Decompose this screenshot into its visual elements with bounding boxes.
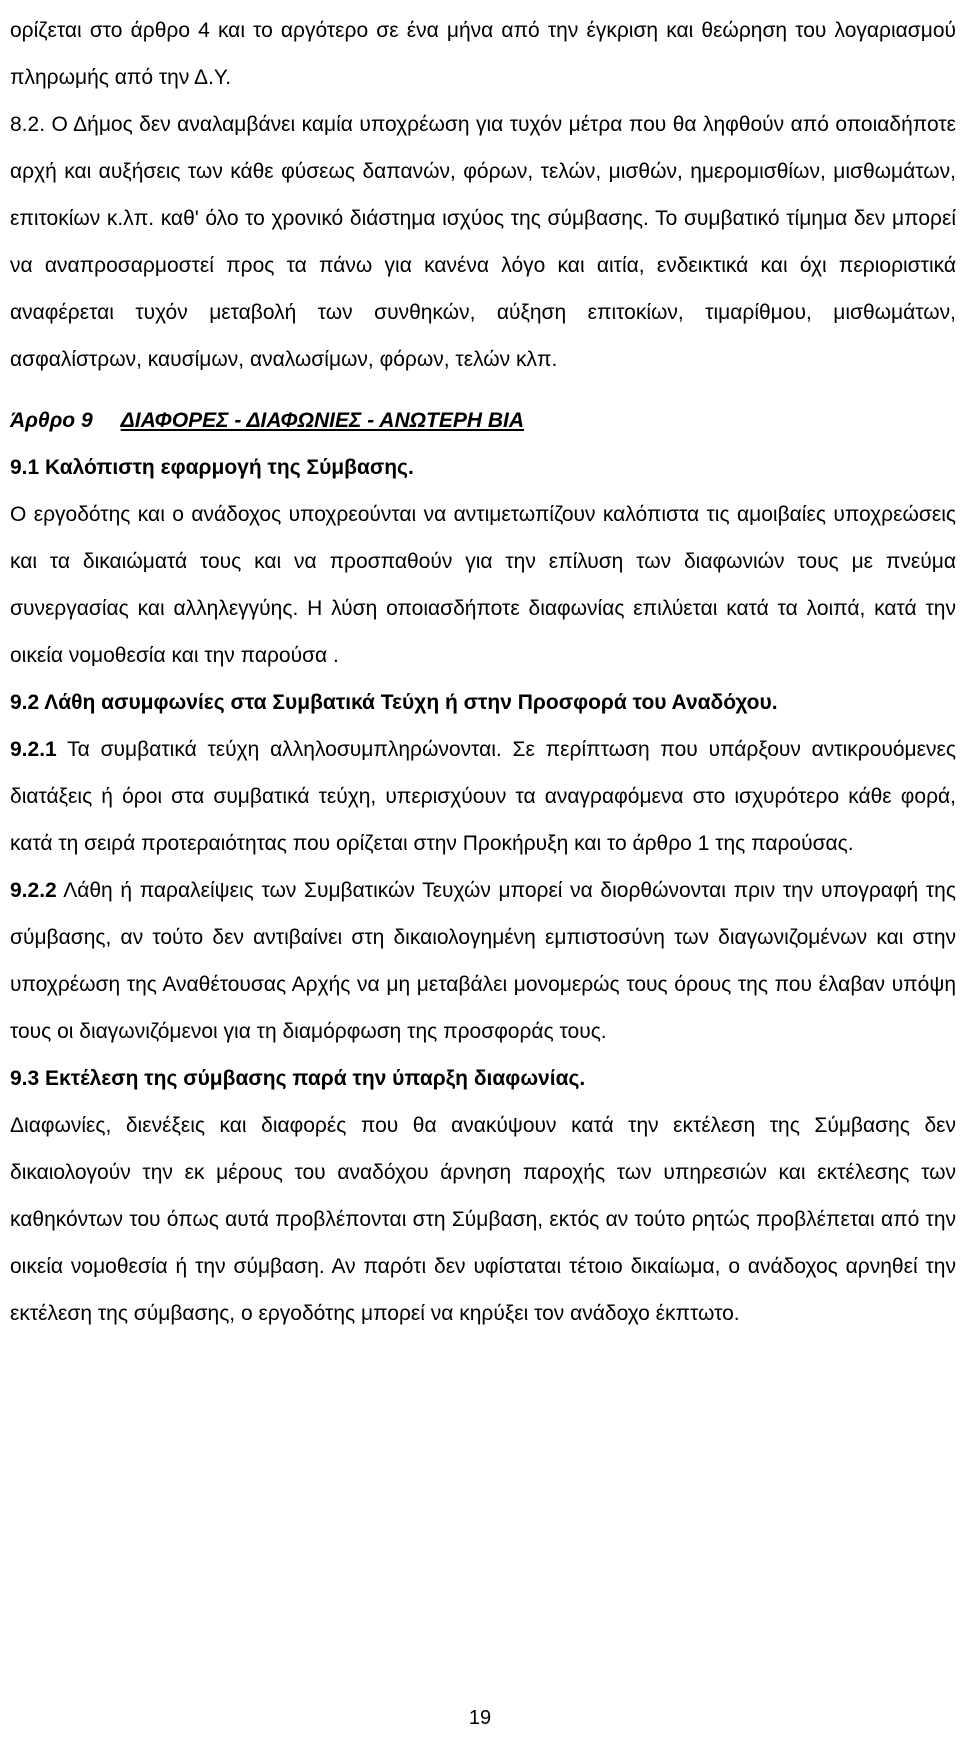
paragraph-9-1: Ο εργοδότης και ο ανάδοχος υποχρεούνται να αντιμετωπίζουν καλόπιστα τις αμοιβαίες υποχρεώσεις και τα δικαιώματά τους και να προσπαθούν για την επίλυση των διαφωνιών τους με πνεύμα συνεργασίας και αλληλεγγύης. Η λύση οποιασδήποτε διαφωνίας επιλύεται κατά τα λοιπά, κατά την οικεία νομοθεσία και την παρούσα . (10, 503, 956, 667)
paragraph-continuation: ορίζεται στο άρθρο 4 και το αργότερο σε ένα μήνα από την έγκριση και θεώρηση του λογαριασμού πληρωμής από την Δ.Υ. (10, 19, 956, 89)
clause-number-9-2-1: 9.2.1 (10, 738, 57, 761)
section-heading-9-1: 9.1 Καλόπιστη εφαρμογή της Σύμβασης. (10, 456, 414, 479)
paragraph-9-2-2 (10, 867, 956, 1055)
document-page (10, 7, 956, 1337)
article-label: Άρθρο 9 (10, 409, 93, 432)
spacer (10, 383, 956, 397)
clause-number-9-2-2: 9.2.2 (10, 879, 57, 902)
article-heading (10, 397, 956, 444)
paragraph-9-2-1 (10, 726, 956, 867)
section-heading-9-2: 9.2 Λάθη ασυμφωνίες στα Συμβατικά Τεύχη ή στην Προσφορά του Αναδόχου. (10, 691, 778, 714)
paragraph-9-3: Διαφωνίες, διενέξεις και διαφορές που θα ανακύψουν κατά την εκτέλεση της Σύμβασης δεν δικαιολογούν την εκ μέρους του αναδόχου άρνηση παροχής των υπηρεσιών και εκτέλεσης των καθηκόντων του όπως αυτά προβλέπονται στη Σύμβαση, εκτός αν τούτο ρητώς προβλέπεται από την οικεία νομοθεσία ή την σύμβαση. Αν παρότι δεν υφίσταται τέτοιο δικαίωμα, ο ανάδοχος αρνηθεί την εκτέλεση της σύμβασης, ο εργοδότης μπορεί να κηρύξει τον ανάδοχο έκπτωτο. (10, 1114, 956, 1325)
paragraph-8-2: 8.2. Ο Δήμος δεν αναλαμβάνει καμία υποχρέωση για τυχόν μέτρα που θα ληφθούν από οποιαδήποτε αρχή και αυξήσεις των κάθε φύσεως δαπανών, φόρων, τελών, μισθών, ημερομισθίων, μισθωμάτων, επιτοκίων κ.λπ. καθ' όλο το χρονικό διάστημα ισχύος της σύμβασης. Το συμβατικό τίμημα δεν μπορεί να αναπροσαρμοστεί προς τα πάνω για κανένα λόγο και αιτία, ενδεικτικά και όχι περιοριστικά αναφέρεται τυχόν μεταβολή των συνθηκών, αύξηση επιτοκίων, τιμαρίθμου, μισθωμάτων, ασφαλίστρων, καυσίμων, αναλωσίμων, φόρων, τελών κλπ. (10, 113, 956, 371)
clause-text-9-2-1: Τα συμβατικά τεύχη αλληλοσυμπληρώνονται. Σε περίπτωση που υπάρξουν αντικρουόμενες διατάξεις ή όροι στα συμβατικά τεύχη, υπερισχύουν τα αναγραφόμενα στο ισχυρότερο κάθε φορά, κατά τη σειρά προτεραιότητας που ορίζεται στην Προκήρυξη και το άρθρο 1 της παρούσας. (10, 738, 956, 855)
page-number: 19 (468, 1707, 492, 1729)
article-title: ΔΙΑΦΟΡΕΣ - ΔΙΑΦΩΝΙΕΣ - ΑΝΩΤΕΡΗ ΒΙΑ (120, 409, 525, 432)
section-heading-9-3: 9.3 Εκτέλεση της σύμβασης παρά την ύπαρξη διαφωνίας. (10, 1067, 586, 1090)
clause-text-9-2-2: Λάθη ή παραλείψεις των Συμβατικών Τευχών μπορεί να διορθώνονται πριν την υπογραφή της σύμβασης, αν τούτο δεν αντιβαίνει στη δικαιολογημένη εμπιστοσύνη των διαγωνιζομένων και στην υποχρέωση της Αναθέτουσας Αρχής να μη μεταβάλει μονομερώς τους όρους της που έλαβαν υπόψη τους οι διαγωνιζόμενοι για τη διαμόρφωση της προσφοράς τους. (10, 879, 956, 1043)
